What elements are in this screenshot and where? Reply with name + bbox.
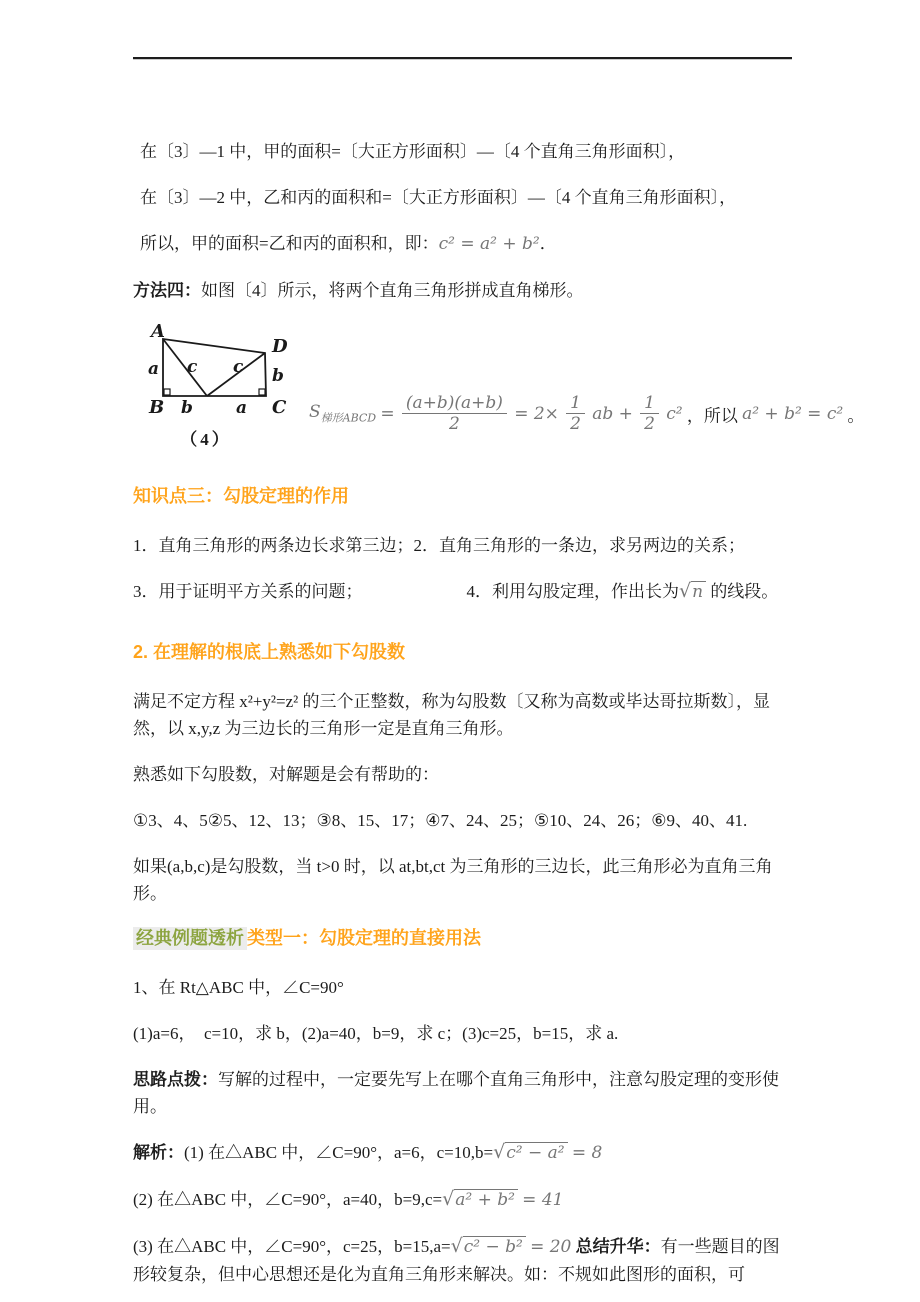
trapezoid-figure — [133, 323, 305, 450]
trapezoid-diagram — [133, 323, 305, 419]
radicand: c² − b² — [463, 1236, 526, 1257]
solution-label: 解析： — [133, 1143, 184, 1162]
solution-3-text: (3) 在△ABC 中，∠C=90°，c=25，b=15,a= — [133, 1237, 451, 1256]
paragraph-uses-1-2: 1．直角三角形的两条边长求第三边；2．直角三角形的一条边，求另两边的关系； — [133, 536, 745, 555]
formula-period: 。 — [847, 406, 865, 426]
solution-1-result: = 8 — [571, 1143, 603, 1163]
paragraph-uses-3-4 — [133, 578, 792, 606]
radicand: n — [691, 581, 706, 602]
radical-sign: √ — [493, 1141, 506, 1163]
thinking-tips-label: 思路点拨： — [133, 1070, 218, 1089]
paragraph-triples-definition: 满足不定方程 x²+y²=z² 的三个正整数，称为勾股数〔又称为高数或毕达哥拉斯数〕，显然，以 x,y,z 为三边长的三角形一定是直角三角形。 — [133, 692, 771, 738]
paragraph-thinking-tips — [133, 1066, 792, 1120]
formula-sqrt-n — [679, 582, 706, 602]
paragraph-solution-2 — [133, 1186, 792, 1214]
paragraph-jia-area: 在〔3〕—1 中，甲的面积=〔大正方形面积〕—〔4 个直角三角形面积〕， — [140, 142, 686, 161]
method-four-label: 方法四： — [133, 281, 201, 300]
paragraph-method-four — [133, 277, 792, 304]
paragraph-yibing-area: 在〔3〕—2 中，乙和丙的面积和=〔大正方形面积〕—〔4 个直角三角形面积〕， — [140, 188, 737, 207]
formula-equals-1: = — [380, 403, 395, 424]
document-content — [133, 57, 865, 1288]
radicand: a² + b² — [454, 1189, 518, 1210]
use-3-text: 3．用于证明平方关系的问题； — [133, 582, 363, 601]
fraction-numerator: 1 — [566, 394, 585, 415]
formula-fraction-main — [402, 394, 507, 434]
conclusion-period: ． — [539, 234, 557, 253]
summary-label: 总结升华： — [575, 1237, 661, 1256]
formula-sqrt-c2-minus-a2 — [493, 1143, 567, 1163]
vertex-label-A: A — [151, 323, 165, 342]
thinking-tips-text: 写解的过程中，一定要先写上在哪个直角三角形中，注意勾股定理的变形使用。 — [133, 1070, 779, 1116]
fraction-denominator: 2 — [644, 414, 655, 435]
formula-fraction-half-2 — [640, 394, 659, 434]
formula-ab-term: ab + — [592, 403, 633, 424]
solution-1-text: (1) 在△ABC 中，∠C=90°，a=6，c=10,b= — [184, 1143, 494, 1162]
formula-sqrt-c2-minus-b2 — [451, 1237, 526, 1257]
formula-S-subscript: 梯形ABCD — [320, 411, 377, 425]
formula-c-squared-term: c² — [666, 403, 683, 424]
right-angle-mark-C — [259, 389, 265, 395]
heading-pythagorean-triples: 2. 在理解的根底上熟悉如下勾股数 — [133, 642, 406, 662]
paragraph-solution-1 — [133, 1139, 792, 1167]
bottom-label-b: b — [181, 398, 193, 418]
radicand: c² − a² — [505, 1142, 567, 1163]
classic-examples-label: 经典例题透析 — [133, 927, 247, 950]
conclusion-text: 所以，甲的面积=乙和丙的面积和，即： — [140, 234, 439, 253]
formula-conclusion: a² + b² = c² — [742, 403, 844, 424]
radical-sign: √ — [442, 1188, 455, 1210]
figure-4-row — [133, 323, 865, 450]
formula-connector-text: ，所以 — [686, 406, 738, 426]
diag-label-c-right: c — [233, 357, 244, 377]
type-one-label: 类型一：勾股定理的直接用法 — [247, 928, 481, 948]
paragraph-triples-intro: 熟悉如下勾股数，对解题是会有帮助的： — [133, 765, 439, 784]
formula-fraction-half-1 — [566, 394, 585, 434]
heading-knowledge-point-three: 知识点三：勾股定理的作用 — [133, 486, 349, 506]
figure-caption: （4） — [180, 430, 232, 449]
vertex-label-B: B — [149, 397, 165, 418]
summary-text: 有一些题目的图形较复杂，但中心思想还是化为直角三角形来解决。如：不规如此图形的面积，可 — [133, 1237, 780, 1284]
fraction-denominator: 2 — [448, 414, 460, 435]
diagonal-AE — [163, 339, 207, 396]
side-label-b-right: b — [272, 366, 284, 386]
solution-2-text: (2) 在△ABC 中，∠C=90°，a=40，b=9,c= — [133, 1190, 443, 1209]
radical-sign: √ — [679, 580, 692, 602]
formula-sqrt-a2-plus-b2 — [442, 1190, 518, 1210]
header-rule — [133, 57, 792, 60]
paragraph-triples-scaling: 如果(a,b,c)是勾股数，当 t>0 时，以 at,bt,ct 为三角形的三边长，此三角形必为直角三角形。 — [133, 857, 773, 903]
paragraph-conclusion — [133, 230, 792, 258]
fraction-numerator: (a+b)(a+b) — [402, 394, 507, 415]
paragraph-example-1-cases: (1)a=6， c=10，求 b，(2)a=40，b=9，求 c；(3)c=25，b=15，求 a. — [133, 1024, 619, 1043]
use-4-text: 4．利用勾股定理，作出长为 — [466, 582, 679, 601]
trapezoid-area-formula — [309, 394, 864, 434]
paragraph-triples-list: ①3、4、5②5、12、13；③8、15、17；④7、24、25；⑤10、24、26；⑥9、40、41. — [133, 811, 748, 830]
right-angle-mark-B — [164, 389, 170, 395]
formula-S-term: $S_{梯形ABCD}$ — [309, 402, 377, 425]
use-4-suffix: 的线段。 — [710, 582, 779, 601]
trapezoid-outline — [163, 339, 266, 396]
formula-c2-equals-a2-b2: c² = a² + b² — [438, 234, 540, 254]
side-label-a-left: a — [148, 359, 160, 379]
fraction-denominator: 2 — [570, 414, 581, 435]
bottom-label-a: a — [236, 398, 248, 418]
diag-label-c-left: c — [187, 357, 198, 377]
fraction-numerator: 1 — [640, 394, 659, 415]
paragraph-solution-3 — [133, 1233, 792, 1288]
heading-classic-examples — [133, 926, 792, 950]
radical-sign: √ — [450, 1235, 463, 1257]
solution-2-result: = 41 — [522, 1190, 564, 1210]
solution-3-result: = 20 — [530, 1237, 572, 1257]
formula-equals-2: = 2× — [514, 403, 559, 424]
vertex-label-C: C — [272, 397, 287, 418]
vertex-label-D: D — [272, 336, 288, 357]
method-four-text: 如图〔4〕所示，将两个直角三角形拼成直角梯形。 — [201, 281, 584, 300]
paragraph-example-1-setup: 1、在 Rt△ABC 中，∠C=90° — [133, 978, 344, 997]
